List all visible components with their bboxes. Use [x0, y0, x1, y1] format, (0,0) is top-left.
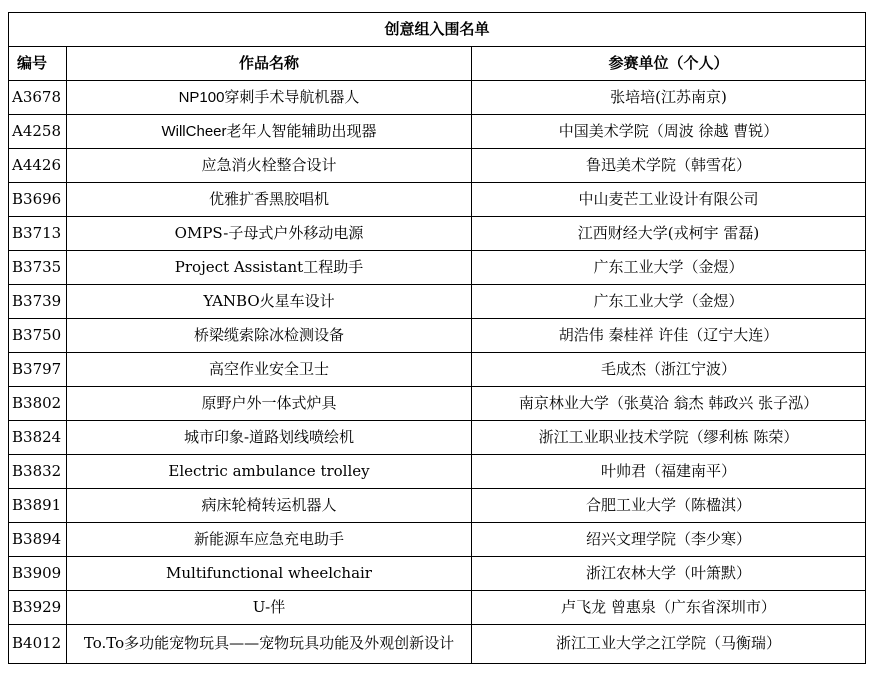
header-name: 作品名称: [67, 47, 472, 81]
cell-unit: 广东工业大学（金煜）: [472, 285, 866, 319]
cell-name: U-伴: [67, 591, 472, 625]
table-row: [9, 489, 866, 523]
cell-code: B3824: [9, 421, 67, 455]
table-row: [9, 319, 866, 353]
cell-code: A3678: [9, 81, 67, 115]
table-title-row: [9, 13, 866, 47]
cell-code: B3713: [9, 217, 67, 251]
cell-unit: 浙江农林大学（叶箫默）: [472, 557, 866, 591]
cell-name: YANBO火星车设计: [67, 285, 472, 319]
cell-unit: 江西财经大学(戎柯宇 雷磊): [472, 217, 866, 251]
table-title: 创意组入围名单: [9, 13, 866, 47]
cell-code: B3894: [9, 523, 67, 557]
header-unit: 参赛单位（个人）: [472, 47, 866, 81]
cell-name: 桥梁缆索除冰检测设备: [67, 319, 472, 353]
header-code: 编号: [9, 47, 67, 81]
cell-name: 应急消火栓整合设计: [67, 149, 472, 183]
cell-name: Electric ambulance trolley: [67, 455, 472, 489]
cell-code: B3802: [9, 387, 67, 421]
cell-code: A4258: [9, 115, 67, 149]
cell-name: NP100穿刺手术导航机器人: [67, 81, 472, 115]
cell-unit: 卢飞龙 曾惠泉（广东省深圳市）: [472, 591, 866, 625]
cell-unit: 绍兴文理学院（李少寒）: [472, 523, 866, 557]
finalists-table: [8, 12, 866, 664]
cell-code: B4012: [9, 625, 67, 664]
cell-unit: 毛成杰（浙江宁波）: [472, 353, 866, 387]
cell-code: B3735: [9, 251, 67, 285]
cell-unit: 浙江工业大学之江学院（马衡瑞）: [472, 625, 866, 664]
cell-code: A4426: [9, 149, 67, 183]
cell-code: B3750: [9, 319, 67, 353]
cell-code: B3929: [9, 591, 67, 625]
cell-unit: 叶帅君（福建南平）: [472, 455, 866, 489]
cell-name: WillCheer老年人智能辅助出现器: [67, 115, 472, 149]
table-row: [9, 421, 866, 455]
cell-unit: 合肥工业大学（陈楹淇）: [472, 489, 866, 523]
table-row: [9, 625, 866, 664]
cell-name: 高空作业安全卫士: [67, 353, 472, 387]
table-row: [9, 387, 866, 421]
cell-unit: 胡浩伟 秦桂祥 许佳（辽宁大连）: [472, 319, 866, 353]
table-row: [9, 455, 866, 489]
cell-code: B3739: [9, 285, 67, 319]
table-row: [9, 217, 866, 251]
table-row: [9, 149, 866, 183]
cell-name: 城市印象-道路划线喷绘机: [67, 421, 472, 455]
table-row: [9, 251, 866, 285]
cell-unit: 张培培(江苏南京): [472, 81, 866, 115]
cell-code: B3891: [9, 489, 67, 523]
table-row: [9, 285, 866, 319]
cell-code: B3832: [9, 455, 67, 489]
cell-code: B3696: [9, 183, 67, 217]
cell-unit: 广东工业大学（金煜）: [472, 251, 866, 285]
table-row: [9, 523, 866, 557]
cell-name: To.To多功能宠物玩具——宠物玩具功能及外观创新设计: [67, 625, 472, 664]
cell-name: OMPS-子母式户外移动电源: [67, 217, 472, 251]
cell-name: 原野户外一体式炉具: [67, 387, 472, 421]
table-row: [9, 557, 866, 591]
cell-unit: 鲁迅美术学院（韩雪花）: [472, 149, 866, 183]
cell-name: Project Assistant工程助手: [67, 251, 472, 285]
cell-unit: 中山麦芒工业设计有限公司: [472, 183, 866, 217]
cell-name: 优雅扩香黑胶唱机: [67, 183, 472, 217]
cell-name: 病床轮椅转运机器人: [67, 489, 472, 523]
cell-unit: 南京林业大学（张莫洽 翁杰 韩政兴 张子泓）: [472, 387, 866, 421]
cell-unit: 浙江工业职业技术学院（缪利栋 陈荣）: [472, 421, 866, 455]
cell-code: B3909: [9, 557, 67, 591]
cell-unit: 中国美术学院（周波 徐越 曹锐）: [472, 115, 866, 149]
cell-name: Multifunctional wheelchair: [67, 557, 472, 591]
table-row: [9, 81, 866, 115]
table-row: [9, 115, 866, 149]
table-row: [9, 591, 866, 625]
table-header-row: [9, 47, 866, 81]
cell-code: B3797: [9, 353, 67, 387]
cell-name: 新能源车应急充电助手: [67, 523, 472, 557]
table-row: [9, 353, 866, 387]
table-row: [9, 183, 866, 217]
